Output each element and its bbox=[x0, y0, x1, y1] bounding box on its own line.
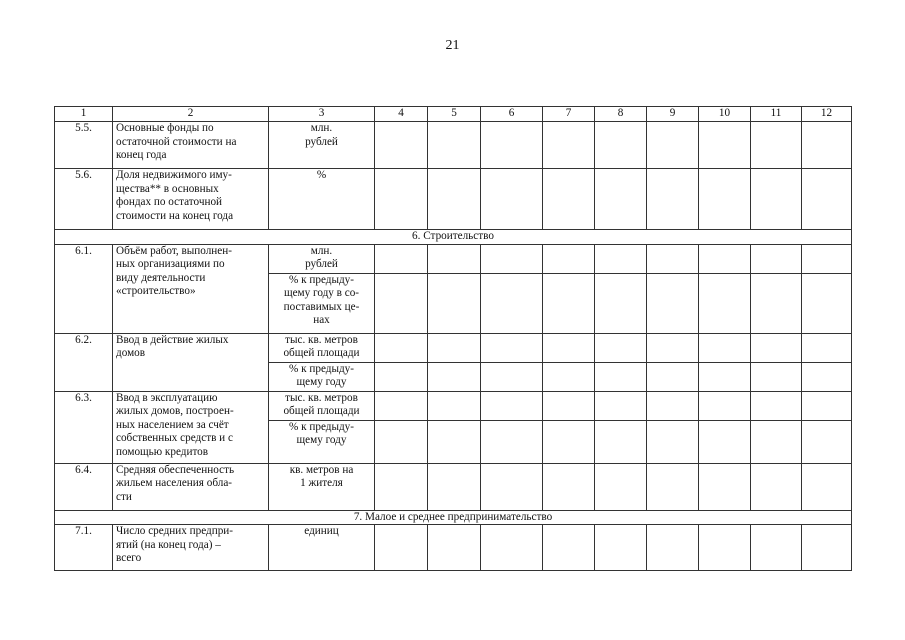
header-cell: 9 bbox=[647, 107, 699, 122]
header-cell: 8 bbox=[595, 107, 647, 122]
row-number: 6.4. bbox=[55, 463, 113, 510]
header-cell: 2 bbox=[113, 107, 269, 122]
header-cell: 4 bbox=[375, 107, 428, 122]
section-title: 6. Строительство bbox=[55, 230, 852, 245]
unit-cell: % bbox=[269, 169, 375, 230]
header-cell: 7 bbox=[543, 107, 595, 122]
header-cell: 5 bbox=[428, 107, 481, 122]
header-cell: 6 bbox=[481, 107, 543, 122]
page-number: 21 bbox=[445, 38, 460, 53]
table-row bbox=[55, 122, 852, 169]
table-row bbox=[55, 244, 852, 273]
row-number: 6.1. bbox=[55, 244, 113, 333]
indicator-name: Объём работ, выполнен- ных организациями по виду деятельности «строительство» bbox=[113, 244, 269, 333]
row-number: 6.2. bbox=[55, 333, 113, 391]
section-title: 7. Малое и среднее предпринимательство bbox=[55, 510, 852, 525]
unit-cell: тыс. кв. метров общей площади bbox=[269, 391, 375, 420]
statistics-table bbox=[54, 106, 852, 571]
unit-cell: кв. метров на 1 жителя bbox=[269, 463, 375, 510]
unit-cell: млн. рублей bbox=[269, 122, 375, 169]
section-row bbox=[55, 230, 852, 245]
indicator-name: Ввод в действие жилых домов bbox=[113, 333, 269, 391]
table-row bbox=[55, 169, 852, 230]
column-number-row bbox=[55, 107, 852, 122]
row-number: 5.5. bbox=[55, 122, 113, 169]
unit-cell: тыс. кв. метров общей площади bbox=[269, 333, 375, 362]
indicator-name: Ввод в эксплуатацию жилых домов, построен- ных населением за счёт собственных средств и с помощью кредитов bbox=[113, 391, 269, 463]
section-row bbox=[55, 510, 852, 525]
header-cell: 10 bbox=[699, 107, 751, 122]
row-number: 5.6. bbox=[55, 169, 113, 230]
table-row bbox=[55, 525, 852, 571]
indicator-name: Основные фонды по остаточной стоимости на конец года bbox=[113, 122, 269, 169]
unit-cell: % к предыду- щему году в со- поставимых це- нах bbox=[269, 273, 375, 333]
indicator-name: Средняя обеспеченность жильем населения обла- сти bbox=[113, 463, 269, 510]
unit-cell: % к предыду- щему году bbox=[269, 420, 375, 463]
unit-cell: единиц bbox=[269, 525, 375, 571]
table-row bbox=[55, 463, 852, 510]
unit-cell: % к предыду- щему году bbox=[269, 362, 375, 391]
table-row bbox=[55, 333, 852, 362]
header-cell: 3 bbox=[269, 107, 375, 122]
indicator-name: Число средних предпри- ятий (на конец года) – всего bbox=[113, 525, 269, 571]
unit-cell: млн. рублей bbox=[269, 244, 375, 273]
row-number: 6.3. bbox=[55, 391, 113, 463]
table-row bbox=[55, 391, 852, 420]
header-cell: 11 bbox=[751, 107, 802, 122]
header-cell: 12 bbox=[802, 107, 852, 122]
row-number: 7.1. bbox=[55, 525, 113, 571]
indicator-name: Доля недвижимого иму- щества** в основных фондах по остаточной стоимости на конец года bbox=[113, 169, 269, 230]
header-cell: 1 bbox=[55, 107, 113, 122]
